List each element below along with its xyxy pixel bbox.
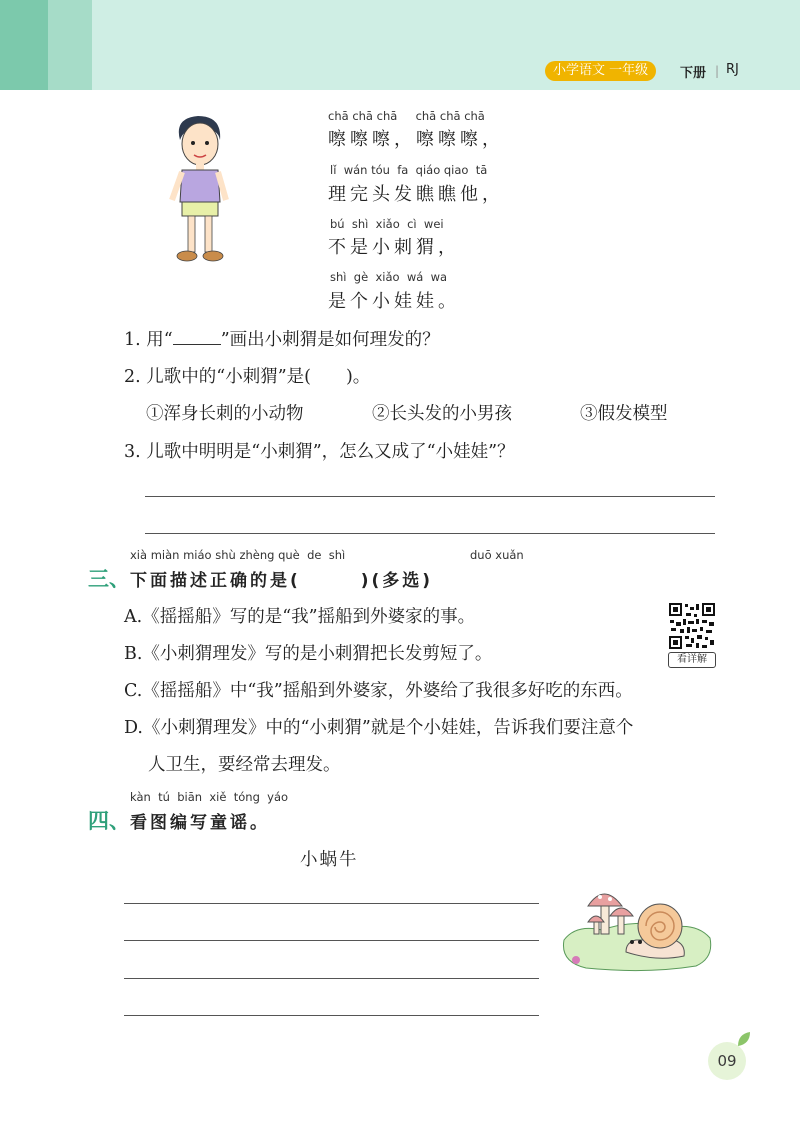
volume-label: 下册 — [680, 66, 707, 81]
poem-line-2-pinyin: lǐ wán tóu fa qiáo qiao tā — [330, 163, 488, 177]
snail-mushroom-illustration — [556, 880, 716, 975]
option-b: B.《小刺猬理发》写的是小刺猬把长发剪短了。 — [124, 644, 493, 664]
writing-line[interactable] — [124, 940, 539, 941]
section4-title: 看图编写童谣。 — [130, 813, 270, 833]
poem-line-3-pinyin: bú shì xiǎo cì wei — [330, 217, 444, 231]
section3-title: 下面描述正确的是( )(多选) — [130, 571, 434, 591]
poem-line-2: 理完头发瞧瞧他， — [328, 184, 504, 205]
q2-option-3: ③假发模型 — [580, 404, 668, 424]
qr-code[interactable] — [668, 602, 716, 650]
qr-label[interactable]: 看详解 — [668, 652, 716, 668]
page-number: 09 — [708, 1042, 746, 1080]
section3-pinyin-extra: duō xuǎn — [470, 548, 524, 562]
q2-option-1: ①浑身长刺的小动物 — [146, 404, 304, 424]
poem-line-4: 是个小娃娃。 — [328, 291, 460, 312]
grade-badge: 小学语文 一年级 — [545, 61, 656, 81]
header-stripe-dark — [0, 0, 48, 90]
question-3: 3. 儿歌中明明是“小刺猬”，怎么又成了“小娃娃”？ — [124, 442, 515, 462]
section4-pinyin: kàn tú biān xiě tóng yáo — [130, 790, 289, 804]
header-separator: | — [715, 64, 720, 78]
writing-line[interactable] — [124, 903, 539, 904]
answer-blank[interactable] — [173, 330, 221, 345]
option-d: D.《小刺猬理发》中的“小刺猬”就是个小娃娃，告诉我们要注意个 — [124, 718, 634, 738]
answer-line[interactable] — [145, 533, 715, 534]
poem-line-1: 嚓嚓嚓，嚓嚓嚓， — [328, 129, 504, 150]
boy-illustration — [160, 110, 240, 270]
poem-line-1-pinyin: chā chā chā chā chā chā — [328, 109, 485, 123]
writing-line[interactable] — [124, 1015, 539, 1016]
header-stripe-mid — [48, 0, 92, 90]
poem-line-3: 不是小刺猬， — [328, 237, 460, 258]
q2-option-2: ②长头发的小男孩 — [372, 404, 512, 424]
leaf-decoration-icon — [736, 1030, 754, 1048]
question-1: 1. 用“ ”画出小刺猬是如何理发的？ — [124, 330, 440, 350]
snail-poem-title: 小蜗牛 — [300, 850, 359, 870]
question-2: 2. 儿歌中的“小刺猬”是( )。 — [124, 367, 371, 387]
edition-label: RJ — [726, 62, 739, 77]
option-a: A.《摇摇船》写的是“我”摇船到外婆家的事。 — [124, 607, 476, 627]
section3-number: 三、 — [88, 567, 130, 591]
poem-line-4-pinyin: shì gè xiǎo wá wa — [330, 270, 448, 284]
section3-pinyin: xià miàn miáo shù zhèng què de shì — [130, 548, 346, 562]
option-d-continued: 人卫生，要经常去理发。 — [148, 755, 341, 775]
section4-number: 四、 — [88, 809, 130, 833]
writing-line[interactable] — [124, 978, 539, 979]
answer-line[interactable] — [145, 496, 715, 497]
option-c: C.《摇摇船》中“我”摇船到外婆家，外婆给了我很多好吃的东西。 — [124, 681, 633, 701]
